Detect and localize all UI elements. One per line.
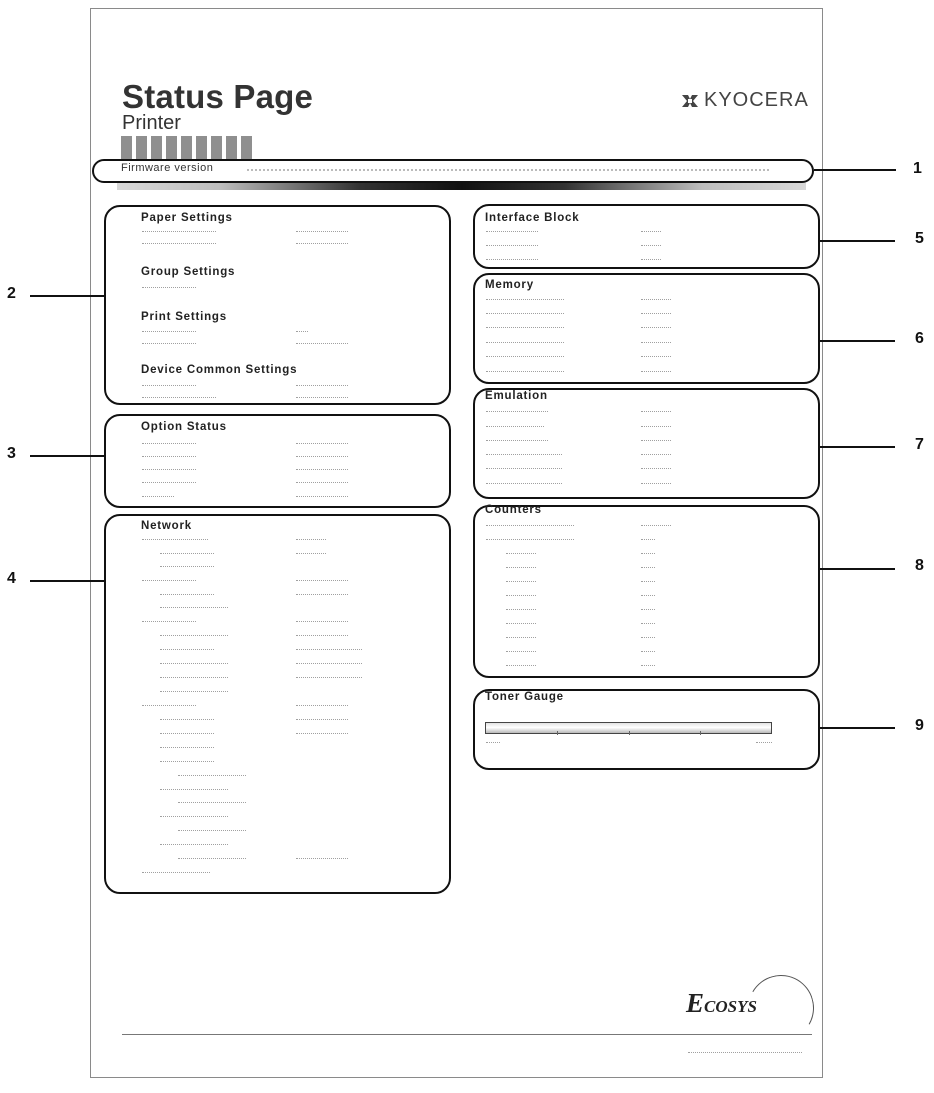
callout-number-8: 8 [915, 557, 924, 574]
memory-heading: Memory [485, 279, 534, 291]
callout-number-7: 7 [915, 436, 924, 453]
callout-number-2: 2 [7, 285, 16, 302]
kyocera-logo [680, 89, 809, 112]
brand-name: KYOCERA [704, 89, 809, 111]
paper-settings-heading: Paper Settings [141, 212, 233, 224]
kyocera-mark-icon [680, 91, 700, 111]
callout-number-4: 4 [7, 570, 16, 587]
network-panel [104, 514, 451, 894]
emulation-heading: Emulation [485, 390, 548, 402]
callout-number-5: 5 [915, 230, 924, 247]
callout-line-8 [819, 568, 895, 570]
toner-gauge-heading: Toner Gauge [485, 691, 564, 703]
printer-barcode [121, 136, 252, 160]
callout-number-6: 6 [915, 330, 924, 347]
callout-line-1 [814, 169, 896, 171]
counters-panel [473, 505, 820, 678]
callout-number-1: 1 [913, 160, 922, 177]
page-title: Status Page [122, 78, 314, 115]
callout-number-9: 9 [915, 717, 924, 734]
ecosys-logo: ECOSYS [686, 988, 757, 1018]
callout-line-4 [30, 580, 105, 582]
toner-gauge-tick [629, 731, 630, 735]
network-heading: Network [141, 520, 192, 532]
callout-line-7 [819, 446, 895, 448]
page-subtitle: Printer [122, 112, 181, 134]
callout-number-3: 3 [7, 445, 16, 462]
device-common-settings-heading: Device Common Settings [141, 364, 298, 376]
callout-line-6 [819, 340, 895, 342]
footer-serial-placeholder [688, 1052, 802, 1053]
toner-gauge-tick [700, 731, 701, 735]
group-settings-heading: Group Settings [141, 266, 236, 278]
toner-gauge-tick [557, 731, 558, 735]
callout-box-firmware [92, 159, 814, 183]
option-status-heading: Option Status [141, 421, 227, 433]
callout-line-5 [819, 240, 895, 242]
firmware-version-label: Firmware version [121, 162, 214, 174]
footer-rule [122, 1034, 812, 1035]
counters-heading: Counters [485, 504, 542, 516]
callout-line-3 [30, 455, 105, 457]
callout-line-2 [30, 295, 105, 297]
print-settings-heading: Print Settings [141, 311, 227, 323]
callout-line-9 [819, 727, 895, 729]
interface-block-heading: Interface Block [485, 212, 580, 224]
